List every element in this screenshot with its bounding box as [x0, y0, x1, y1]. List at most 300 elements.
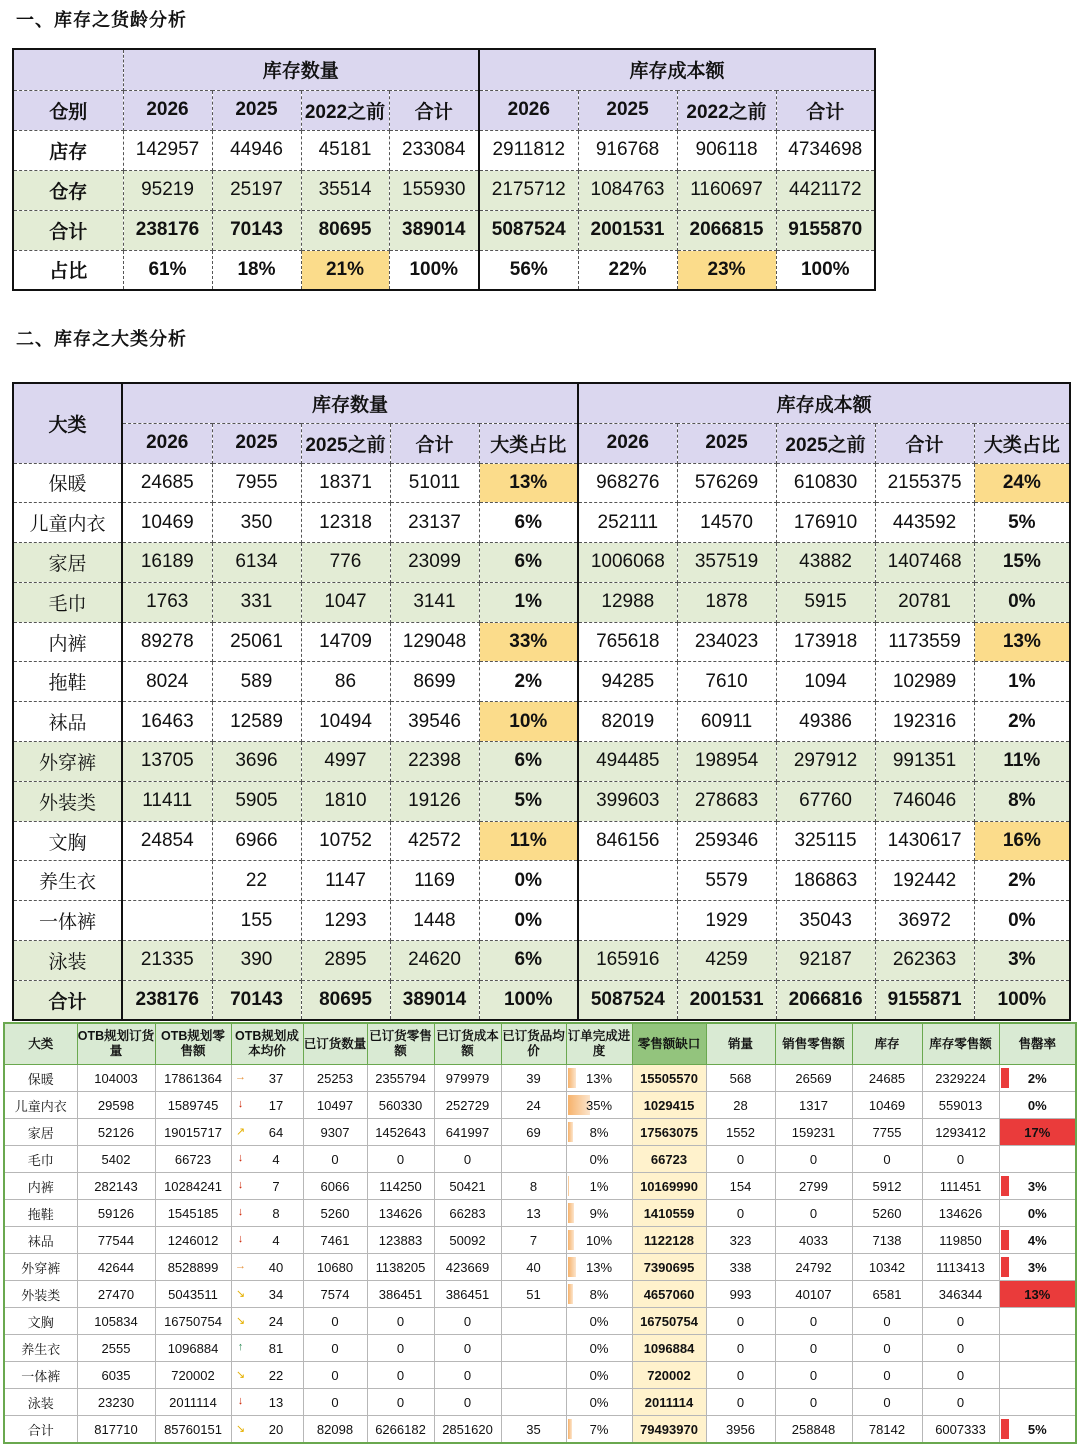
table-row — [13, 210, 875, 250]
table-cell: 0 — [775, 1362, 852, 1389]
table-cell: 568 — [706, 1065, 775, 1092]
table-cell: 11% — [974, 742, 1070, 782]
table-cell: 43882 — [776, 543, 875, 583]
table-cell: 576269 — [677, 463, 776, 503]
table-cell: 24620 — [390, 941, 479, 981]
table-cell: 6% — [479, 941, 578, 981]
table-cell: 104003 — [77, 1065, 155, 1092]
sell-through-cell — [999, 1254, 1076, 1281]
order-progress-cell — [566, 1362, 632, 1389]
table-cell: 10342 — [852, 1254, 922, 1281]
progress-bar — [568, 1419, 572, 1439]
table-cell: 641997 — [434, 1119, 501, 1146]
table-cell: 100% — [479, 980, 578, 1020]
table-cell: 2895 — [301, 941, 390, 981]
column-header: 合计 — [390, 423, 479, 463]
table-cell: 0 — [367, 1308, 434, 1335]
table-cell: 720002 — [155, 1362, 231, 1389]
sell-through-bar — [1001, 1176, 1009, 1196]
table-cell: 0 — [367, 1389, 434, 1416]
table-row — [4, 1254, 1076, 1281]
table-row — [13, 170, 875, 210]
trend-arrow-icon: → — [235, 1260, 246, 1272]
sales-gap-cell: 2011114 — [632, 1389, 706, 1416]
table-cell: 192442 — [875, 861, 974, 901]
sales-gap-cell: 15505570 — [632, 1065, 706, 1092]
category-label: 毛巾 — [13, 582, 122, 622]
table-cell: 155 — [212, 901, 301, 941]
column-header: 订单完成进度 — [566, 1023, 632, 1065]
category-label: 外穿裤 — [4, 1254, 77, 1281]
table-cell: 8024 — [122, 662, 212, 702]
progress-bar — [568, 1203, 574, 1223]
table-cell: 24685 — [852, 1065, 922, 1092]
order-progress-cell — [566, 1227, 632, 1254]
table-cell: 5402 — [77, 1146, 155, 1173]
table-cell: 22 — [212, 861, 301, 901]
table-cell: 0 — [852, 1389, 922, 1416]
table-row — [4, 1173, 1076, 1200]
trend-arrow-icon: ↓ — [237, 1098, 244, 1110]
table-cell: 8528899 — [155, 1254, 231, 1281]
column-header: 2025之前 — [776, 423, 875, 463]
table-cell: 6066 — [303, 1173, 367, 1200]
table-cell: 968276 — [578, 463, 677, 503]
table-cell: 18% — [212, 250, 301, 290]
table-cell: 0 — [434, 1308, 501, 1335]
corner-cell — [13, 49, 123, 90]
avg-price-value: 22 — [268, 1367, 284, 1383]
sales-gap-cell: 720002 — [632, 1362, 706, 1389]
column-header: 大类占比 — [479, 423, 578, 463]
table-cell: 2799 — [775, 1173, 852, 1200]
table-cell: 7461 — [303, 1227, 367, 1254]
table-cell: 111451 — [922, 1173, 999, 1200]
order-progress-cell — [566, 1200, 632, 1227]
row-label: 合计 — [13, 210, 123, 250]
sell-through-cell — [999, 1362, 1076, 1389]
order-progress-cell — [566, 1119, 632, 1146]
progress-bar — [568, 1284, 573, 1304]
sell-through-cell — [999, 1416, 1076, 1444]
column-header: 库存零售额 — [922, 1023, 999, 1065]
column-header: 2025之前 — [301, 423, 390, 463]
table-cell: 28 — [706, 1092, 775, 1119]
category-label: 养生衣 — [4, 1335, 77, 1362]
table-cell — [501, 1146, 566, 1173]
table-cell: 238176 — [122, 980, 212, 1020]
table-cell: 15% — [974, 543, 1070, 583]
table-cell: 0 — [852, 1335, 922, 1362]
avg-price-cell — [231, 1065, 303, 1092]
column-header: 零售额缺口 — [632, 1023, 706, 1065]
table-cell: 13 — [501, 1200, 566, 1227]
sales-gap-cell: 1096884 — [632, 1335, 706, 1362]
table-cell: 0% — [974, 582, 1070, 622]
table-cell: 991351 — [875, 742, 974, 782]
table-cell — [578, 901, 677, 941]
table-cell: 0 — [922, 1362, 999, 1389]
avg-price-value: 64 — [268, 1124, 284, 1140]
table-cell: 2% — [479, 662, 578, 702]
sell-through-bar — [1001, 1419, 1009, 1439]
table-cell: 0 — [434, 1146, 501, 1173]
table-cell: 198954 — [677, 742, 776, 782]
avg-price-value: 7 — [272, 1178, 280, 1194]
table-cell: 7755 — [852, 1119, 922, 1146]
category-label: 毛巾 — [4, 1146, 77, 1173]
table-cell: 7574 — [303, 1281, 367, 1308]
table-cell: 0 — [922, 1335, 999, 1362]
table-cell: 746046 — [875, 781, 974, 821]
table-cell: 399603 — [578, 781, 677, 821]
table-cell: 252729 — [434, 1092, 501, 1119]
sell-through-cell — [999, 1227, 1076, 1254]
sales-gap-cell: 7390695 — [632, 1254, 706, 1281]
sales-gap-cell: 66723 — [632, 1146, 706, 1173]
section2-title: 二、库存之大类分析 — [16, 329, 187, 349]
stock-age-table — [12, 48, 876, 291]
table-row — [4, 1281, 1076, 1308]
table-cell: 21% — [301, 250, 389, 290]
sell-through-value: 5% — [1027, 1421, 1047, 1437]
progress-value: 13% — [585, 1259, 613, 1275]
table-cell: 6581 — [852, 1281, 922, 1308]
column-header: OTB规划成本均价 — [231, 1023, 303, 1065]
table-cell: 282143 — [77, 1173, 155, 1200]
column-header: 2025 — [212, 423, 301, 463]
progress-value: 8% — [589, 1286, 609, 1302]
column-header: 合计 — [875, 423, 974, 463]
table-cell: 2155375 — [875, 463, 974, 503]
table-cell: 346344 — [922, 1281, 999, 1308]
table-cell: 10% — [479, 702, 578, 742]
sell-through-cell — [999, 1173, 1076, 1200]
section1-title: 一、库存之货龄分析 — [16, 10, 187, 30]
table-cell: 100% — [389, 250, 479, 290]
column-header: 已订货品均价 — [501, 1023, 566, 1065]
table-cell: 325115 — [776, 821, 875, 861]
table-cell: 2851620 — [434, 1416, 501, 1444]
table-cell: 0 — [775, 1200, 852, 1227]
table-cell: 22398 — [390, 742, 479, 782]
column-header: 2026 — [479, 90, 578, 130]
table-cell: 25061 — [212, 622, 301, 662]
table-cell: 357519 — [677, 543, 776, 583]
table-cell: 5260 — [303, 1200, 367, 1227]
table-cell: 85760151 — [155, 1416, 231, 1444]
table-cell: 10752 — [301, 821, 390, 861]
avg-price-cell — [231, 1092, 303, 1119]
table-cell: 10469 — [122, 503, 212, 543]
table-cell: 338 — [706, 1254, 775, 1281]
table-row — [13, 250, 875, 290]
group-header-cost: 库存成本额 — [479, 49, 875, 90]
category-label: 儿童内衣 — [13, 503, 122, 543]
table-cell: 846156 — [578, 821, 677, 861]
table-cell: 9307 — [303, 1119, 367, 1146]
table-cell: 4259 — [677, 941, 776, 981]
table-row — [13, 821, 1070, 861]
table-cell: 0 — [303, 1389, 367, 1416]
table-cell: 192316 — [875, 702, 974, 742]
table-cell: 0 — [367, 1146, 434, 1173]
table-cell: 17861364 — [155, 1065, 231, 1092]
trend-arrow-icon: → — [235, 1071, 246, 1083]
table-cell: 1169 — [390, 861, 479, 901]
table-cell: 35 — [501, 1416, 566, 1444]
order-progress-cell — [566, 1065, 632, 1092]
table-cell: 27470 — [77, 1281, 155, 1308]
table-cell: 9155871 — [875, 980, 974, 1020]
table-cell: 26569 — [775, 1065, 852, 1092]
table-cell: 3956 — [706, 1416, 775, 1444]
order-progress-cell — [566, 1254, 632, 1281]
table-cell: 252111 — [578, 503, 677, 543]
table-cell: 0 — [434, 1335, 501, 1362]
table-cell: 610830 — [776, 463, 875, 503]
avg-price-value: 4 — [272, 1232, 280, 1248]
order-progress-cell — [566, 1389, 632, 1416]
progress-value: 0% — [589, 1340, 609, 1356]
sell-through-cell — [999, 1389, 1076, 1416]
sales-gap-cell: 16750754 — [632, 1308, 706, 1335]
table-cell: 16% — [974, 821, 1070, 861]
table-row — [13, 980, 1070, 1020]
avg-price-cell — [231, 1173, 303, 1200]
order-progress-cell — [566, 1335, 632, 1362]
table-row — [4, 1227, 1076, 1254]
sell-through-value: 17% — [1024, 1124, 1051, 1140]
table-cell: 3696 — [212, 742, 301, 782]
avg-price-value: 4 — [272, 1151, 280, 1167]
progress-value: 0% — [589, 1394, 609, 1410]
table-cell: 6035 — [77, 1362, 155, 1389]
avg-price-cell — [231, 1389, 303, 1416]
table-cell: 8% — [974, 781, 1070, 821]
trend-arrow-icon: ↘ — [235, 1369, 246, 1381]
trend-arrow-icon: ↘ — [235, 1423, 246, 1435]
table-cell: 0 — [706, 1335, 775, 1362]
table-cell: 390 — [212, 941, 301, 981]
category-label: 合计 — [13, 980, 122, 1020]
table-cell: 2175712 — [479, 170, 578, 210]
table-cell: 0 — [852, 1362, 922, 1389]
table-cell: 59126 — [77, 1200, 155, 1227]
category-label: 外装类 — [13, 781, 122, 821]
table-cell: 10469 — [852, 1092, 922, 1119]
table-row — [13, 861, 1070, 901]
table-row — [13, 901, 1070, 941]
sales-gap-cell: 1029415 — [632, 1092, 706, 1119]
category-label: 保暖 — [13, 463, 122, 503]
trend-arrow-icon: ↘ — [235, 1288, 246, 1300]
avg-price-value: 17 — [268, 1097, 284, 1113]
table-cell: 7955 — [212, 463, 301, 503]
group-header-qty: 库存数量 — [122, 383, 578, 423]
table-cell: 12318 — [301, 503, 390, 543]
table-cell: 14570 — [677, 503, 776, 543]
progress-value: 10% — [585, 1232, 613, 1248]
table-cell: 100% — [776, 250, 875, 290]
table-cell: 979979 — [434, 1065, 501, 1092]
progress-bar — [568, 1230, 574, 1250]
table-cell: 159231 — [775, 1119, 852, 1146]
table-cell: 6% — [479, 503, 578, 543]
table-cell: 6% — [479, 742, 578, 782]
sell-through-value: 2% — [1027, 1070, 1047, 1086]
sales-gap-cell: 10169990 — [632, 1173, 706, 1200]
table-cell: 1147 — [301, 861, 390, 901]
table-cell: 278683 — [677, 781, 776, 821]
table-cell: 1160697 — [677, 170, 776, 210]
table-cell: 20781 — [875, 582, 974, 622]
table-cell: 3141 — [390, 582, 479, 622]
column-header: 销量 — [706, 1023, 775, 1065]
table-cell: 0 — [852, 1146, 922, 1173]
table-cell: 23% — [677, 250, 776, 290]
table-cell: 1448 — [390, 901, 479, 941]
table-cell: 67760 — [776, 781, 875, 821]
column-header: 2022之前 — [301, 90, 389, 130]
order-progress-cell — [566, 1092, 632, 1119]
column-header: 售罄率 — [999, 1023, 1076, 1065]
table-cell: 114250 — [367, 1173, 434, 1200]
table-cell: 24% — [974, 463, 1070, 503]
table-cell: 100% — [974, 980, 1070, 1020]
table-cell — [578, 861, 677, 901]
table-cell: 262363 — [875, 941, 974, 981]
table-cell: 39546 — [390, 702, 479, 742]
avg-price-value: 40 — [268, 1259, 284, 1275]
table-row — [4, 1308, 1076, 1335]
sell-through-cell — [999, 1308, 1076, 1335]
avg-price-value: 37 — [268, 1070, 284, 1086]
table-row — [4, 1335, 1076, 1362]
column-header: OTB规划订货量 — [77, 1023, 155, 1065]
table-cell: 1084763 — [578, 170, 677, 210]
trend-arrow-icon: ↗ — [235, 1126, 246, 1138]
table-cell: 92187 — [776, 941, 875, 981]
table-cell: 331 — [212, 582, 301, 622]
category-label: 泳装 — [13, 941, 122, 981]
avg-price-cell — [231, 1146, 303, 1173]
table-cell — [501, 1362, 566, 1389]
category-label: 内裤 — [4, 1173, 77, 1200]
table-cell: 80695 — [301, 980, 390, 1020]
sell-through-value: 0% — [1027, 1097, 1047, 1113]
row-label: 占比 — [13, 250, 123, 290]
table-cell: 36972 — [875, 901, 974, 941]
table-cell: 1452643 — [367, 1119, 434, 1146]
table-cell: 16189 — [122, 543, 212, 583]
table-cell: 2911812 — [479, 130, 578, 170]
table-cell: 21335 — [122, 941, 212, 981]
table-cell: 29598 — [77, 1092, 155, 1119]
column-header: 合计 — [776, 90, 875, 130]
category-label: 袜品 — [13, 702, 122, 742]
order-progress-cell — [566, 1308, 632, 1335]
table-cell — [501, 1308, 566, 1335]
table-cell: 0 — [434, 1389, 501, 1416]
table-cell: 494485 — [578, 742, 677, 782]
table-cell: 19015717 — [155, 1119, 231, 1146]
table-cell: 6% — [479, 543, 578, 583]
table-cell: 142957 — [123, 130, 212, 170]
table-row — [13, 503, 1070, 543]
table-cell: 69 — [501, 1119, 566, 1146]
table-row — [4, 1200, 1076, 1227]
sell-through-value: 13% — [1024, 1286, 1051, 1302]
table-cell: 0% — [479, 901, 578, 941]
sell-through-cell — [999, 1119, 1076, 1146]
category-label: 保暖 — [4, 1065, 77, 1092]
category-label: 家居 — [13, 543, 122, 583]
category-label: 养生衣 — [13, 861, 122, 901]
table-cell: 993 — [706, 1281, 775, 1308]
trend-arrow-icon: ↓ — [237, 1206, 244, 1218]
table-cell: 1763 — [122, 582, 212, 622]
progress-value: 1% — [589, 1178, 609, 1194]
table-cell: 0 — [922, 1146, 999, 1173]
table-cell: 10497 — [303, 1092, 367, 1119]
table-cell: 24685 — [122, 463, 212, 503]
table-cell: 389014 — [390, 980, 479, 1020]
order-progress-cell — [566, 1416, 632, 1444]
table-cell: 70143 — [212, 210, 301, 250]
order-progress-cell — [566, 1173, 632, 1200]
category-label: 泳装 — [4, 1389, 77, 1416]
table-cell: 3% — [974, 941, 1070, 981]
progress-value: 7% — [589, 1421, 609, 1437]
sell-through-bar — [1001, 1068, 1009, 1088]
table-cell: 24792 — [775, 1254, 852, 1281]
table-cell: 10494 — [301, 702, 390, 742]
progress-value: 9% — [589, 1205, 609, 1221]
table-cell: 233084 — [389, 130, 479, 170]
table-cell: 176910 — [776, 503, 875, 543]
table-cell: 6266182 — [367, 1416, 434, 1444]
table-cell: 1545185 — [155, 1200, 231, 1227]
table-cell — [122, 861, 212, 901]
category-label: 袜品 — [4, 1227, 77, 1254]
table-cell: 1047 — [301, 582, 390, 622]
column-header: 2026 — [578, 423, 677, 463]
table-cell: 5915 — [776, 582, 875, 622]
table-cell: 154 — [706, 1173, 775, 1200]
table-cell: 386451 — [434, 1281, 501, 1308]
table-cell: 7138 — [852, 1227, 922, 1254]
table-cell: 42572 — [390, 821, 479, 861]
table-cell: 0 — [303, 1362, 367, 1389]
trend-arrow-icon: ↓ — [237, 1179, 244, 1191]
sell-through-value: 3% — [1027, 1259, 1047, 1275]
row-label: 店存 — [13, 130, 123, 170]
table-cell: 35043 — [776, 901, 875, 941]
table-cell: 186863 — [776, 861, 875, 901]
table-cell: 9155870 — [776, 210, 875, 250]
progress-bar — [568, 1257, 576, 1277]
progress-value: 35% — [585, 1097, 613, 1113]
table-cell: 10680 — [303, 1254, 367, 1281]
avg-price-cell — [231, 1119, 303, 1146]
table-cell: 1113413 — [922, 1254, 999, 1281]
table-cell: 134626 — [367, 1200, 434, 1227]
column-header: 2026 — [123, 90, 212, 130]
sales-gap-cell: 17563075 — [632, 1119, 706, 1146]
table-cell: 389014 — [389, 210, 479, 250]
table-cell: 1173559 — [875, 622, 974, 662]
